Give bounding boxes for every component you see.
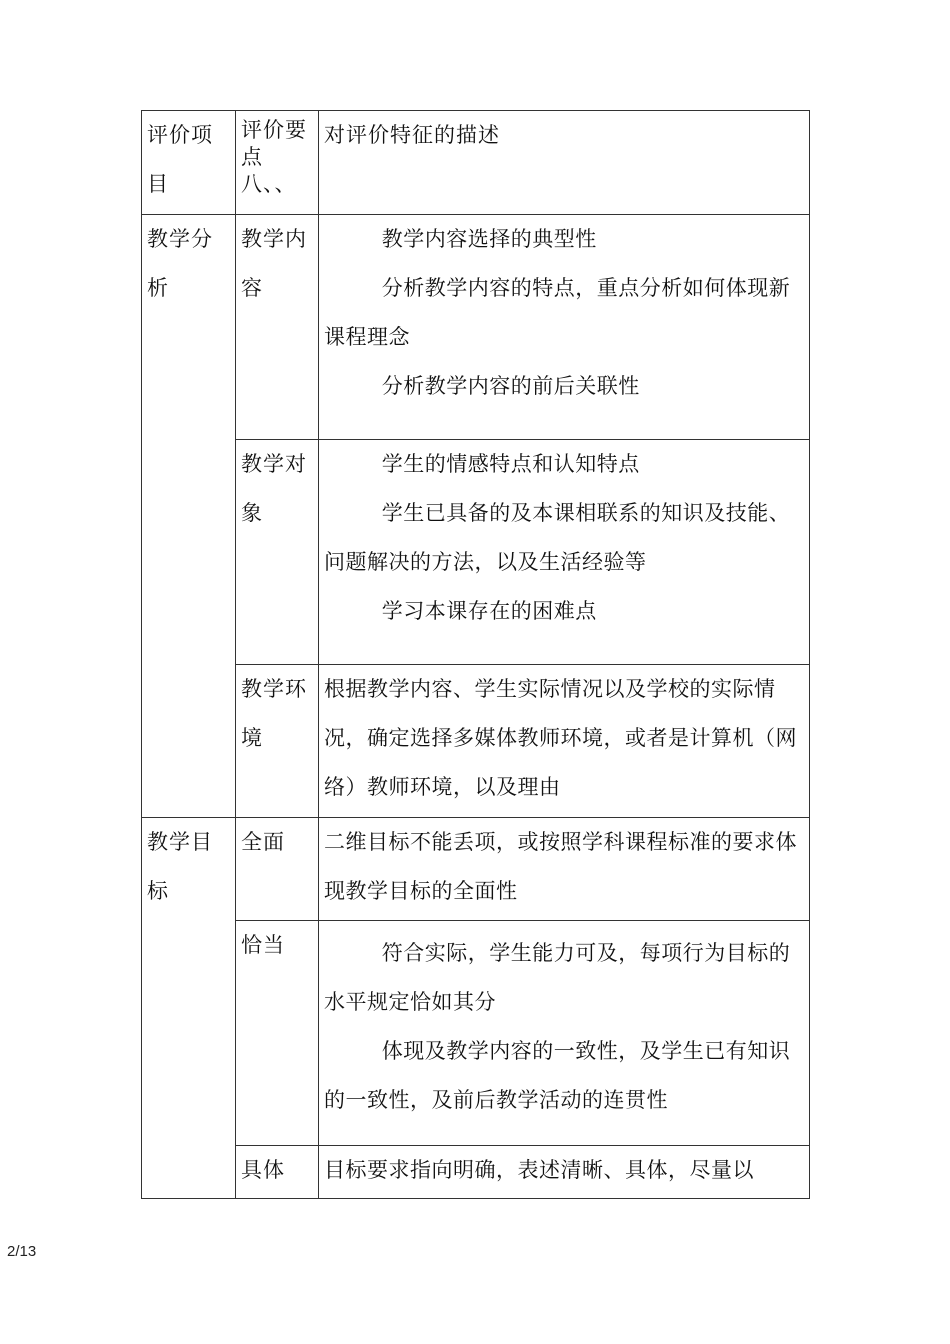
header-feature-description: 对评价特征的描述	[319, 111, 810, 215]
description-line: 体现及教学内容的一致性，及学生已有知识的一致性，及前后教学活动的连贯性	[324, 1039, 791, 1112]
table-row	[142, 215, 810, 440]
description-teaching-environment	[319, 665, 810, 818]
table-row	[142, 665, 810, 818]
table-row	[142, 921, 810, 1146]
table-row	[142, 1146, 810, 1199]
point-teaching-environment: 教学环境	[236, 665, 319, 818]
description-line: 教学内容选择的典型性	[381, 227, 597, 251]
description-specific	[319, 1146, 810, 1199]
description-line: 根据教学内容、学生实际情况以及学校的实际情况，确定选择多媒体教师环境，或者是计算机（网络）教师环境，以及理由	[324, 677, 797, 799]
point-comprehensive: 全面	[236, 818, 319, 921]
description-line: 分析教学内容的特点，重点分析如何体现新课程理念	[324, 276, 791, 349]
header-evaluation-point: 评价要点八、、	[236, 111, 319, 215]
point-appropriate: 恰当	[236, 921, 319, 1146]
group-label-goal: 教学目标	[142, 818, 236, 1199]
description-line: 符合实际，学生能力可及，每项行为目标的水平规定恰如其分	[324, 941, 791, 1014]
group-label-analysis: 教学分析	[142, 215, 236, 818]
description-line: 学生的情感特点和认知特点	[381, 452, 640, 476]
point-specific: 具体	[236, 1146, 319, 1199]
description-comprehensive	[319, 818, 810, 921]
description-line: 目标要求指向明确，表述清晰、具体，尽量以	[324, 1158, 754, 1182]
description-teaching-object	[319, 440, 810, 665]
evaluation-table	[141, 110, 810, 1199]
description-teaching-content	[319, 215, 810, 440]
description-line: 分析教学内容的前后关联性	[381, 374, 640, 398]
table-header-row	[142, 111, 810, 215]
point-teaching-object: 教学对象	[236, 440, 319, 665]
table-row	[142, 440, 810, 665]
header-evaluation-item: 评价项目	[142, 111, 236, 215]
description-line: 学生已具备的及本课相联系的知识及技能、问题解决的方法，以及生活经验等	[324, 501, 791, 574]
point-teaching-content: 教学内容	[236, 215, 319, 440]
description-appropriate	[319, 921, 810, 1146]
description-line: 学习本课存在的困难点	[381, 599, 597, 623]
description-line: 二维目标不能丢项，或按照学科课程标准的要求体现教学目标的全面性	[324, 830, 797, 903]
table-row	[142, 818, 810, 921]
page-number: 2/13	[7, 1243, 37, 1260]
